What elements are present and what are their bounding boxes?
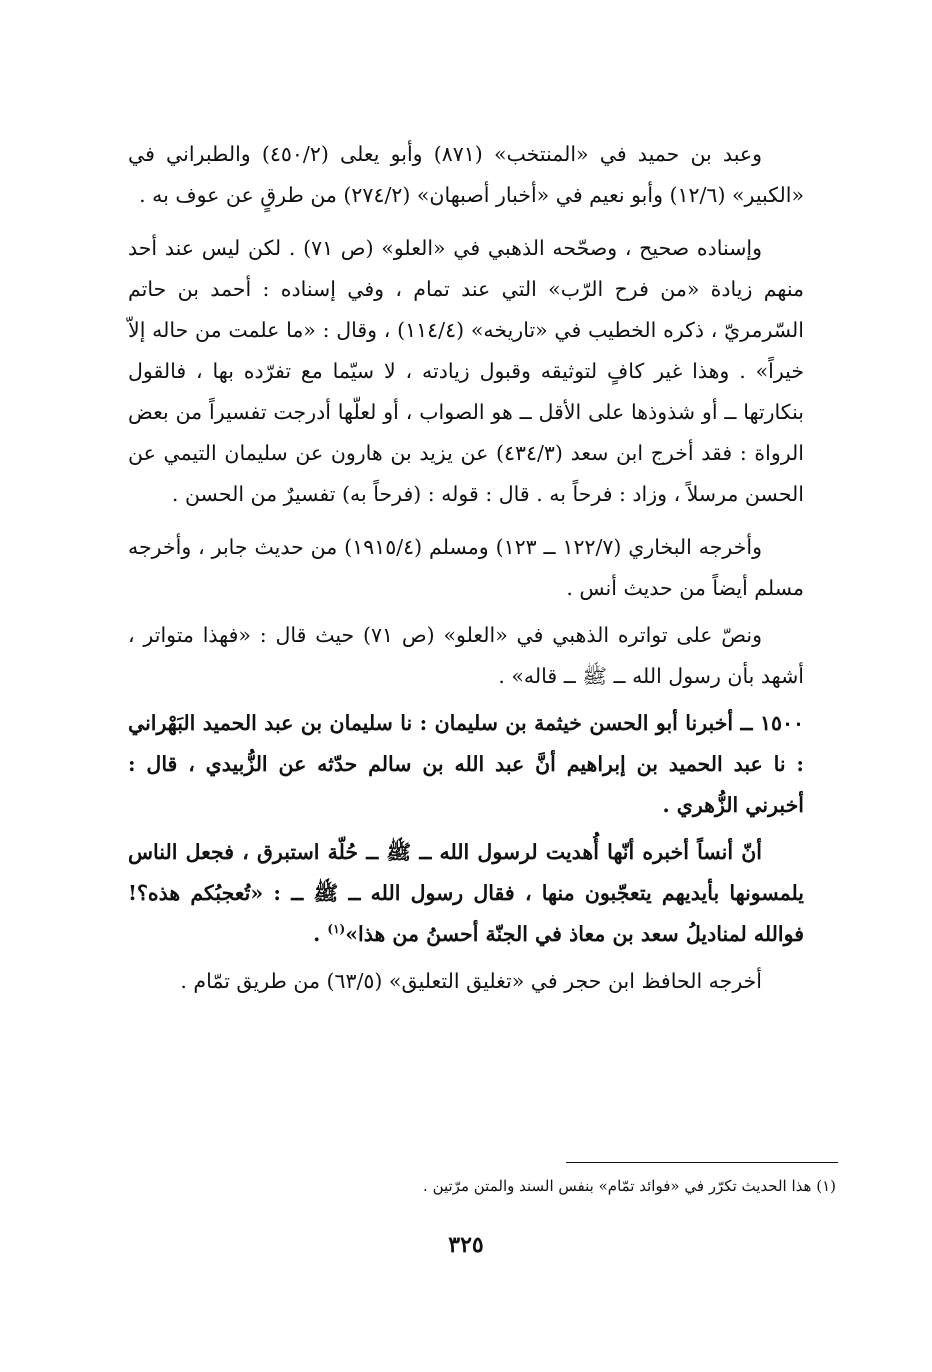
hadith-matn-text: أنّ أنساً أخبره أنّها أُهديت لرسول الله ــ ﷺ ــ حُلّة استبرق ، فجعل الناس يلمسونها بأيديهم يتعجّبون منها ، فقال رسول الله ــ ﷺ ــ : «تُعجبُكم هذه؟! فوالله لمناديلُ سعد بن معاذ في الجنّة أحسنُ من هذا»	[128, 840, 804, 946]
footnote-text: هذا الحديث تكرّر في «فوائد تمّام» بنفس السند والمتن مرّتين .	[423, 1177, 812, 1195]
footnote-separator	[566, 1162, 838, 1163]
main-text	[128, 134, 804, 1002]
footnote	[136, 1172, 836, 1200]
hadith-isnad: ١٥٠٠ ــ أخبرنا أبو الحسن خيثمة بن سليمان : نا سليمان بن عبد الحميد البَهْراني : نا عبد الحميد بن إبراهيم أنَّ عبد الله بن سالم حدّثه عن الزُّبيدي ، قال : أخبرني الزُّهري .	[128, 711, 804, 817]
paragraph-bukhari-muslim: وأخرجه البخاري (١٢٢/٧ ــ ١٢٣) ومسلم (١٩١٥/٤) من حديث جابر ، وأخرجه مسلم أيضاً من حديث أنس .	[128, 535, 804, 600]
page-number: ٣٢٥	[448, 1232, 484, 1258]
paragraph-takhrij: أخرجه الحافظ ابن حجر في «تغليق التعليق» (٦٣/٥) من طريق تمّام .	[180, 969, 762, 993]
hadith-matn-end: .	[313, 922, 328, 946]
paragraph-tawatur: ونصّ على تواتره الذهبي في «العلو» (ص ٧١) حيث قال : «فهذا متواتر ، أشهد بأن رسول الله ــ ﷺ ــ قاله» .	[128, 623, 804, 688]
footnote-reference: (١)	[327, 922, 346, 937]
footnote-number: (١)	[816, 1177, 836, 1195]
hadith-matn	[128, 832, 804, 955]
paragraph-isnad-critique: وإسناده صحيح ، وصحّحه الذهبي في «العلو» (ص ٧١) . لكن ليس عند أحد منهم زيادة «من فرح الرّب» التي عند تمام ، وفي إسناده : أحمد بن حاتم السّرمريّ ، ذكره الخطيب في «تاريخه» (١١٤/٤) ، وقال : «ما علمت من حاله إلاّ خيراً» . وهذا غير كافٍ لتوثيقه وقبول زيادته ، لا سيّما مع تفرّده بها ، فالقول بنكارتها ــ أو شذوذها على الأقل ــ هو الصواب ، أو لعلّها أدرجت تفسيراً من بعض الرواة : فقد أخرج ابن سعد (٤٣٤/٣) عن يزيد بن هارون عن سليمان التيمي عن الحسن مرسلاً ، وزاد : فرحاً به . قال : قوله : (فرحاً به) تفسيرٌ من الحسن .	[128, 236, 804, 506]
paragraph-sources: وعبد بن حميد في «المنتخب» (٨٧١) وأبو يعلى (٤٥٠/٢) والطبراني في «الكبير» (١٢/٦) وأبو نعيم في «أخبار أصبهان» (٢٧٤/٢) من طرقٍ عن عوف به .	[128, 142, 804, 207]
